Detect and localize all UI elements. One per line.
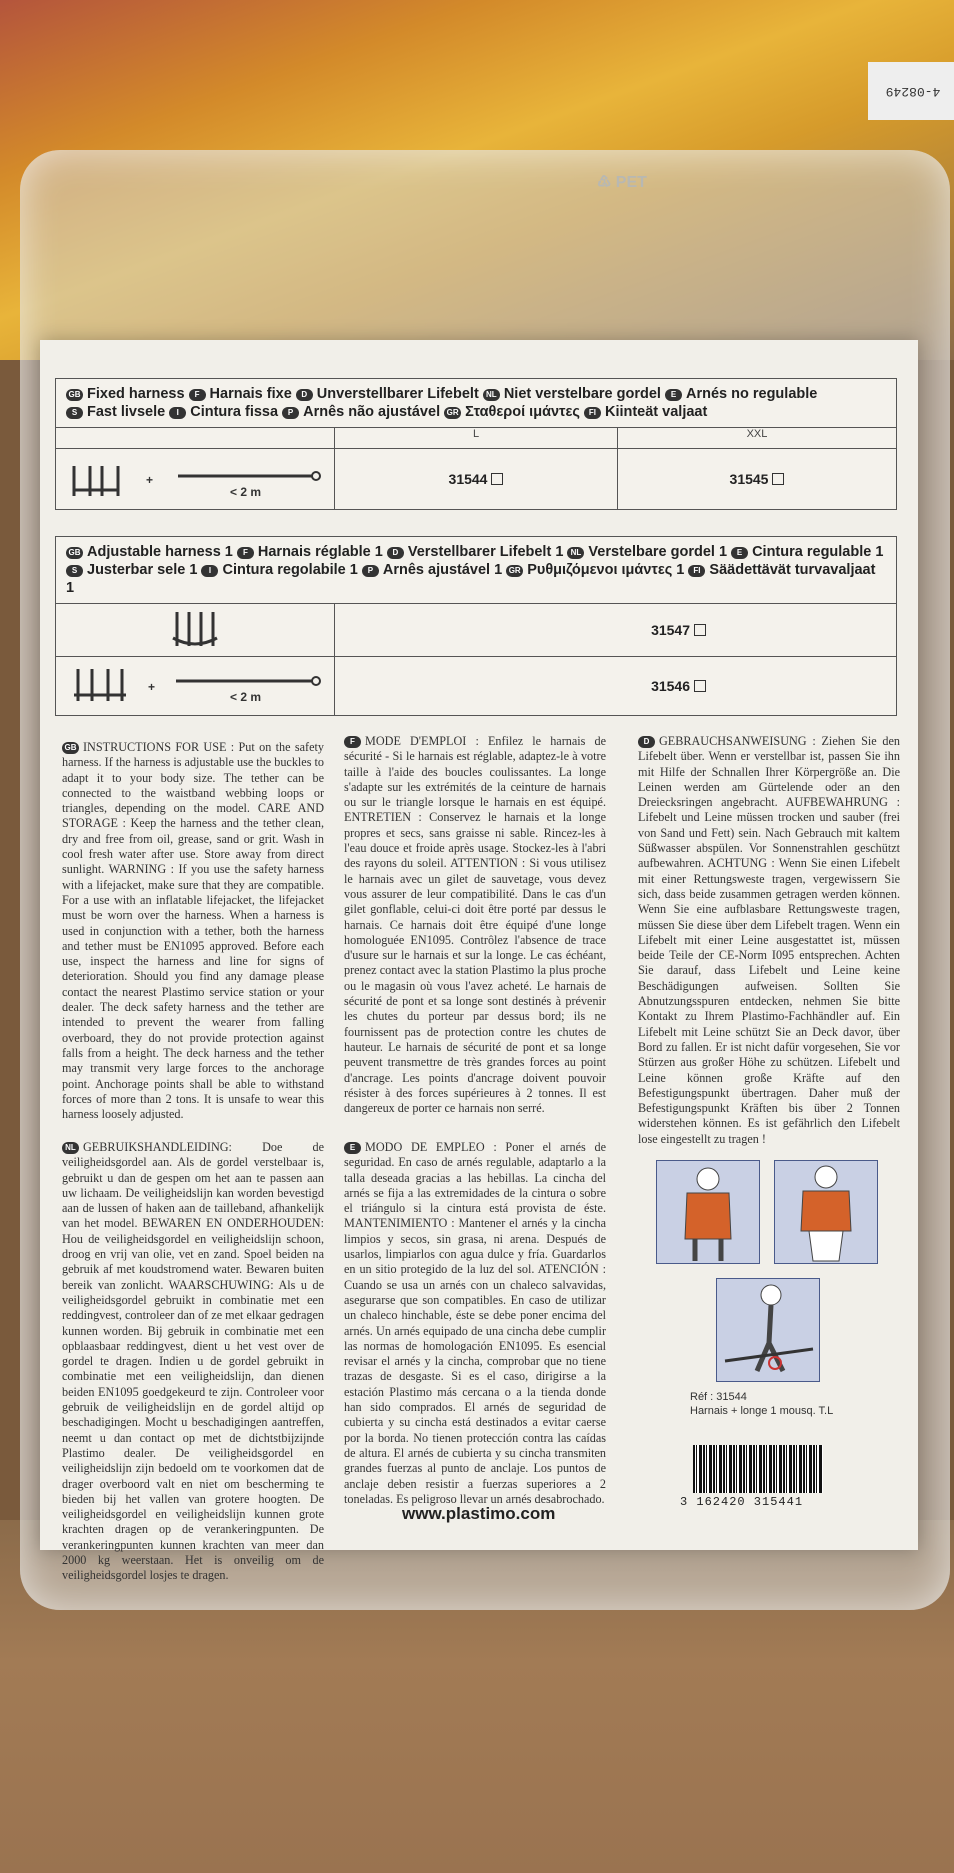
svg-text:+: +	[146, 473, 154, 487]
harness-only-drawing	[56, 604, 334, 656]
adjustable-harness-table	[55, 536, 897, 716]
instructions-spanish: E MODO DE EMPLEO : Poner el arnés de seguridad. En caso de arnés regulable, adaptarlo a la talla deseada gracias a las hebillas. La cincha del arnés se fija a las extremidades de la cintura o sobre el triángulo si la cintura está provista de éste. MANTENIMIENTO : Mantener el arnés y la cincha limpios y secos, sin grasa, ni arena. Después de usarlos, limpiarlos con agua dulce y fría. Guardarlos en un sitio protegido de la luz del sol. ATENCIÓN : Cuando se usa un arnés con un chaleco salvavidas, asegurarse que son compatibles. En caso de utilizar un chaleco hinchable, éste se debe poner encima del arnés. Un arnés equipado de una cincha debe cumplir las normas de homologación EN1095. Es esencial revisar el arnés y la cincha, comprobar que no tiene trazas de desgaste. Si es el caso, dirigirse a la estación Plastimo más cercana o a la tienda donde han sido comprados. El arnés de seguridad de cubierta y su cincha está destinados a evitar caerse por la borda. No tienen protección contra las caídas de altura. El arnés de cubierta y su cincha transmiten grandes fuerzas al punto de anclaje. Los puntos de anclaje deben resistir a fuerzas superiores a 2 toneladas. Es peligroso llevar un arnés desabrochado.	[344, 1140, 606, 1506]
fixed-harness-table	[55, 378, 897, 510]
fixed-harness-header: GB Fixed harness F Harnais fixe D Unverstellbarer Lifebelt NL Niet verstelbare gordel E Arnés no regulable S Fast livsele I Cintura fissa P Arnês não ajustável GR Σταθεροί ιμάντες FI Kiinteät valjaat	[56, 379, 896, 428]
size-header-row: L XXL	[56, 428, 896, 449]
ref-31545: 31545	[617, 449, 896, 509]
harness-icon	[165, 608, 225, 652]
ref-31547: 31547	[334, 604, 896, 656]
svg-text:< 2 m: < 2 m	[230, 485, 262, 499]
ref-31544: 31544	[334, 449, 617, 509]
svg-text:< 2 m: < 2 m	[230, 690, 262, 704]
harness-tether-drawing	[56, 449, 334, 509]
adjustable-harness-header: GB Adjustable harness 1 F Harnais réglable 1 D Verstellbarer Lifebelt 1 NL Verstelbare gordel 1 E Cintura regulable 1 S Justerbar sele 1 I Cintura regolabile 1 P Arnês ajustável 1 GR Ρυθμιζόμενοι ιμάντες 1 FI Säädettävät turvavaljaat 1	[56, 537, 896, 604]
instructions-german: D GEBRAUCHSANWEISUNG : Ziehen Sie den Lifebelt über. Wenn er verstellbar ist, passen Sie ihn mit Hilfe der Schnallen Ihrer Körpergröße an. Die Leinen werden am Gürtelende oder an den Dreiecksringen angebracht. AUFBEWAHRUNG : Lifebelt und Leine müssen trocken und sauber (frei von Sand und Fett) sein. Nach Gebrauch mit kaltem Süßwasser abspülen. Vor Sonnenstrahlen geschützt aufbewahren. ACHTUNG : Wenn Sie einen Lifebelt mit einer Rettungsweste tragen, vergewissern Sie sich, dass beide zusammen getragen werden können. Wenn Sie eine aufblasbare Rettungsweste tragen, müssen Sie diese über dem Lifebelt tragen. Wenn ein Lifebelt mit einer Leine ausgestattet ist, müssen beide Teile der CE-Norm I095 entsprechen. Achten Sie darauf, dass Lifebelt und Leine keine Beschädigungen aufweisen. Sollten Sie Abnutzungsspuren entdecken, nehmen Sie bitte Kontakt zu Ihrem Plastimo-Fachhändler auf. Ein Lifebelt mit Leine schützt Sie an Deck davor, über Bord zu fallen. Er ist nicht dafür vorgesehen, Sie vor Stürzen aus großer Höhe zu schützen. Lifebelt und Leine können große Kräfte auf den Befestigungspunkt übertragen. Daher muß der Befestigungspunkt Kräften bis über 2 Tonnen widerstehen können. Es ist gefährlich den Lifebelt lose eingestellt zu tragen !	[638, 734, 900, 1146]
website-url: www.plastimo.com	[402, 1504, 556, 1523]
barcode	[693, 1445, 823, 1493]
recycle-mark: ♳ PET	[597, 174, 647, 191]
fixed-harness-row	[56, 449, 896, 509]
deck-tether-illustration	[716, 1278, 820, 1382]
adjustable-harness-row-1	[56, 604, 896, 657]
instructions-dutch: NL GEBRUIKSHANDLEIDING: Doe de veiligheidsgordel aan. Als de gordel verstelbaar is, gebruikt u dan de gespen om het aan te passen aan uw lichaam. De veiligheidslijn kan worden bevestigd aan de lussen of haken aan de tailleband, afhankelijk van het model. BEWAREN EN ONDERHOUDEN: Hou de veiligheidsgordel en veiligheidslijn schoon, droog en vrij van olie, vet en zand. Spoel beiden na gebruik af met koudstromend water. Bewaren buiten bereik van zonlicht. WAARSCHUWING: Als u de veiligheidsgordel gebruikt in combinatie met een reddingvest, controleer dan of ze met elkaar gedragen kunnen worden. Bij gebruik in combinatie met een opblaasbaar reddingvest, dient u het vest over de gordel te dragen. Indien u de gordel gebruikt in combinatie met een veiligheidslijn, dan dienen beiden EN1095 goedgekeurd te zijn. Controleer voor gebruik de veiligheidslijn en de gordel altijd op beschadigingen. Mocht u beschadigingen aantreffen, neemt u dan contact op met de dichtstbijzijnde Plastimo dealer. De veiligheidsgordel en veiligheidslijn zijn bedoeld om te voorkomen dat de drager overboord valt en niet om bescherming te bieden bij het vallen van grotere hoogten. De veiligheidsgordel en veiligheidslijn kunnen grote krachten dragen op de verankeringpunten. De verankeringpunten kunnen krachten van meer dan 2000 kg weerstaan. Het is onveilig om de veiligheidsgordel losjes te dragen.	[62, 1140, 324, 1583]
svg-text:+: +	[148, 680, 156, 694]
adjustable-harness-row-2	[56, 657, 896, 715]
lifejacket-front-illustration	[774, 1160, 878, 1264]
lifejacket-over-harness-illustration	[656, 1160, 760, 1264]
harness-tether-drawing	[56, 657, 334, 715]
harness-icon	[68, 661, 328, 711]
instructions-english: GB INSTRUCTIONS FOR USE : Put on the safety harness. If the harness is adjustable use the buckles to adapt it to your body size. The tether can be connected to the waistband webbing loops or triangles, depending on the model. CARE AND STORAGE : Keep the harness and the tether clean, dry and free from oil, grease, sand or grit. Wash in cool fresh water after use. Store away from direct sunlight. WARNING : If you use the safety harness with a lifejacket, make sure that they are compatible. For a use with an inflatable lifejacket, the lifejacket must be worn over the harness. When a harness is used in conjunction with a tether, both the harness and tether must be EN1095 approved. Before each use, inspect the harness and line for signs of deterioration. Should you find any damage please contact the nearest Plastimo service station or your dealer. The deck safety harness and the tether are intended to prevent the wearer from falling overboard, they do not provide protection against falls from a height. The deck harness and the tether may transmit very large forces to the anchorage point. Anchorage points shall be able to withstand forces of more than 2 tons. It is unsafe to wear this harness loosely adjusted.	[62, 740, 324, 1122]
instructions-french: F MODE D'EMPLOI : Enfilez le harnais de sécurité - Si le harnais est réglable, adaptez-le à votre taille à l'aide des boucles coulissantes. La longe s'adapte sur les extrémités de la ceinture de harnais ou sur le triangle lorsque le harnais en est équipé. ENTRETIEN : Conservez le harnais et la longe propres et secs, sans graisse ni sable. Rincez-les à l'eau douce et froide après usage. Stockez-les à l'abri des rayons du soleil. ATTENTION : Si vous utilisez le harnais avec un gilet de sauvetage, vous devez vous assurer de leur compatibilité. Dans le cas d'un gilet gonflable, celui-ci doit être porté par dessus le harnais. Ce harnais doit être équipé d'une longe homologuée EN1095. Contrôlez l'absence de trace d'usure sur le harnais et sur la longe. Le cas échéant, prenez contact avec la station Plastimo la plus proche ou le magasin où vous l'avez acheté. Le harnais de sécurité de pont et sa longe sont destinés à prévenir les chutes du porteur par dessus bord; ils ne fournissent pas de protection contre les chutes de hauteur. Le harnais de sécurité de pont et sa longe peuvent transmettre de très grandes forces au point d'ancrage. Les points d'ancrage doivent pouvoir résister à des forces supérieures à 2 tonnes. Il est dangereux de porter ce harnais non serré.	[344, 734, 606, 1116]
barcode-number: 3 162420 315441	[680, 1495, 804, 1509]
ref-31546: 31546	[334, 657, 896, 715]
harness-icon	[68, 454, 328, 504]
product-reference: Réf : 31544 Harnais + longe 1 mousq. T.L	[690, 1391, 834, 1417]
price-tag: 4-08249	[868, 62, 954, 120]
